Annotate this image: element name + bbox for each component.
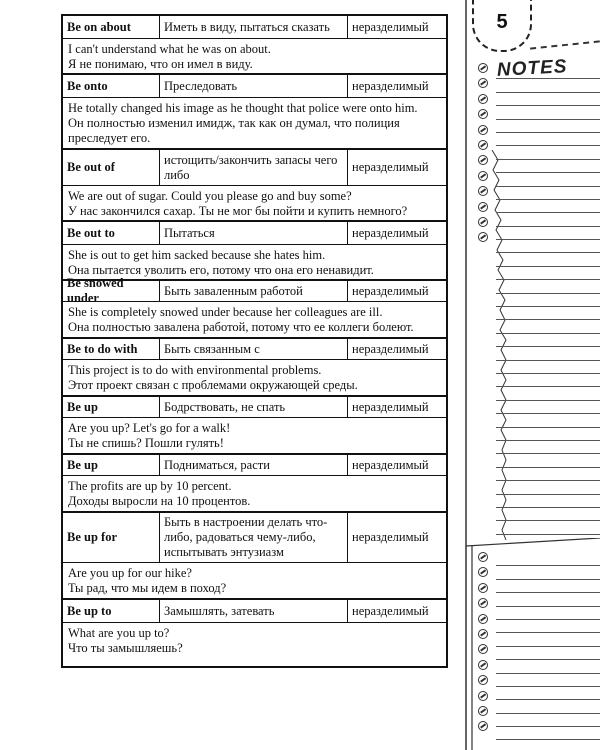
ruled-lines-lower (496, 553, 600, 740)
translation-line: испытывать энтузиазм (164, 545, 284, 559)
translation-line: либо, радоваться чему-либо, (164, 530, 316, 544)
entry-type: неразделимый (352, 19, 429, 34)
entry-header (63, 339, 446, 360)
spiral-holes-upper (478, 63, 490, 248)
spiral-hole-icon (478, 140, 488, 150)
entry-translation: Бодрствовать, не спать (160, 397, 348, 417)
spiral-hole-icon (478, 217, 488, 227)
entry-translation (160, 150, 348, 185)
entry-example (63, 302, 446, 339)
entry-header (63, 276, 446, 305)
entry-phrase: Be to do with (63, 339, 160, 359)
entry-translation (160, 513, 348, 562)
spiral-hole-icon (478, 125, 488, 135)
entry-type: неразделимый (352, 399, 429, 414)
entry-example (63, 39, 446, 75)
spiral-hole-icon (478, 598, 488, 608)
spiral-hole-icon (478, 644, 488, 654)
example-ru: Она полностью завалена работой, потому что ее коллеги болеют. (68, 320, 414, 334)
example-ru: Что ты замышляешь? (68, 641, 183, 655)
entry-header (63, 75, 446, 98)
example-ru: Он полностью изменил имидж, так как он думал, что полиция (68, 116, 400, 130)
page-number-badge (472, 0, 532, 52)
entry-example (63, 360, 446, 397)
entry-phrase: Be onto (63, 75, 160, 97)
spiral-hole-icon (478, 629, 488, 639)
entry-header (63, 600, 446, 623)
example-en: This project is to do with environmental problems. (68, 363, 322, 377)
example-en: The profits are up by 10 percent. (68, 479, 232, 493)
spiral-hole-icon (478, 567, 488, 577)
spiral-hole-icon (478, 552, 488, 562)
phrasal-verb-table (61, 14, 448, 668)
spiral-hole-icon (478, 660, 488, 670)
entry-type: неразделимый (352, 457, 429, 472)
example-ru: Этот проект связан с проблемами окружающей среды. (68, 378, 358, 392)
translation-line: либо (164, 167, 190, 182)
entry-header (63, 16, 446, 39)
entry-type: неразделимый (352, 341, 429, 356)
spiral-hole-icon (478, 614, 488, 624)
entry-phrase: Be up (63, 455, 160, 475)
entry-type: неразделимый (352, 78, 429, 93)
example-ru: Доходы выросли на 10 процентов. (68, 494, 251, 508)
spiral-hole-icon (478, 155, 488, 165)
entry-example (63, 418, 446, 455)
entry-example (63, 623, 446, 666)
example-en: He totally changed his image as he thought that police were onto him. (68, 101, 418, 115)
entry-type: неразделимый (352, 225, 429, 240)
spiral-hole-icon (478, 109, 488, 119)
notes-title: NOTES (496, 56, 568, 81)
example-ru: Ты не спишь? Пошли гулять! (68, 436, 224, 450)
entry-example (63, 186, 446, 222)
entry-translation: Подниматься, расти (160, 455, 348, 475)
entry-example (63, 98, 446, 150)
example-ru: У нас закончился сахар. Ты не мог бы пойти и купить немного? (68, 204, 408, 218)
entry-translation: Пытаться (160, 222, 348, 244)
entry-translation: Быть заваленным работой (160, 281, 348, 301)
entry-header (63, 513, 446, 563)
entry-header (63, 222, 446, 245)
entry-translation: Быть связанным с (160, 339, 348, 359)
spiral-hole-icon (478, 78, 488, 88)
entry-phrase: Be up to (63, 600, 160, 622)
example-ru-cont: преследует его. (68, 131, 151, 145)
entry-type: неразделимый (352, 283, 429, 298)
spiral-hole-icon (478, 706, 488, 716)
entry-translation: Замышлять, затевать (160, 600, 348, 622)
entry-phrase: Be snowed under (63, 281, 160, 301)
example-en: We are out of sugar. Could you please go and buy some? (68, 189, 352, 203)
entry-phrase: Be out to (63, 222, 160, 244)
entry-translation: Иметь в виду, пытаться сказать (160, 16, 348, 38)
entry-header (63, 397, 446, 418)
spiral-hole-icon (478, 721, 488, 731)
spiral-hole-icon (478, 186, 488, 196)
entry-phrase: Be up (63, 397, 160, 417)
entry-type: неразделимый (352, 603, 429, 618)
example-en: She is completely snowed under because her colleagues are ill. (68, 305, 383, 319)
entry-header (63, 455, 446, 476)
example-en: Are you up for our hike? (68, 566, 192, 580)
entry-phrase: Be on about (63, 16, 160, 38)
spiral-hole-icon (478, 691, 488, 701)
example-ru: Она пытается уволить его, потому что она его ненавидит. (68, 263, 374, 277)
spiral-hole-icon (478, 583, 488, 593)
entry-phrase: Be up for (63, 513, 160, 562)
example-en: I can't understand what he was on about. (68, 42, 271, 56)
entry-type: неразделимый (352, 160, 429, 174)
dashed-divider (530, 40, 600, 50)
spiral-hole-icon (478, 171, 488, 181)
translation-line: истощить/закончить запасы чего (164, 152, 338, 167)
example-ru: Я не понимаю, что он имел в виду. (68, 57, 253, 71)
example-en: What are you up to? (68, 626, 170, 640)
spiral-hole-icon (478, 675, 488, 685)
entry-example (63, 563, 446, 600)
spiral-holes-lower (478, 552, 490, 737)
entry-translation: Преследовать (160, 75, 348, 97)
entry-phrase: Be out of (63, 150, 160, 185)
entry-type: неразделимый (352, 530, 429, 544)
spiral-hole-icon (478, 232, 488, 242)
spiral-hole-icon (478, 202, 488, 212)
example-en: She is out to get him sacked because she hates him. (68, 248, 326, 262)
spiral-hole-icon (478, 63, 488, 73)
spiral-hole-icon (478, 94, 488, 104)
entry-header (63, 150, 446, 186)
entry-example (63, 476, 446, 513)
ruled-lines-upper (496, 66, 600, 535)
example-ru: Ты рад, что мы идем в поход? (68, 581, 227, 595)
translation-line: Быть в настроении делать что- (164, 515, 328, 529)
example-en: Are you up? Let's go for a walk! (68, 421, 231, 435)
page-number: 5 (496, 10, 508, 33)
